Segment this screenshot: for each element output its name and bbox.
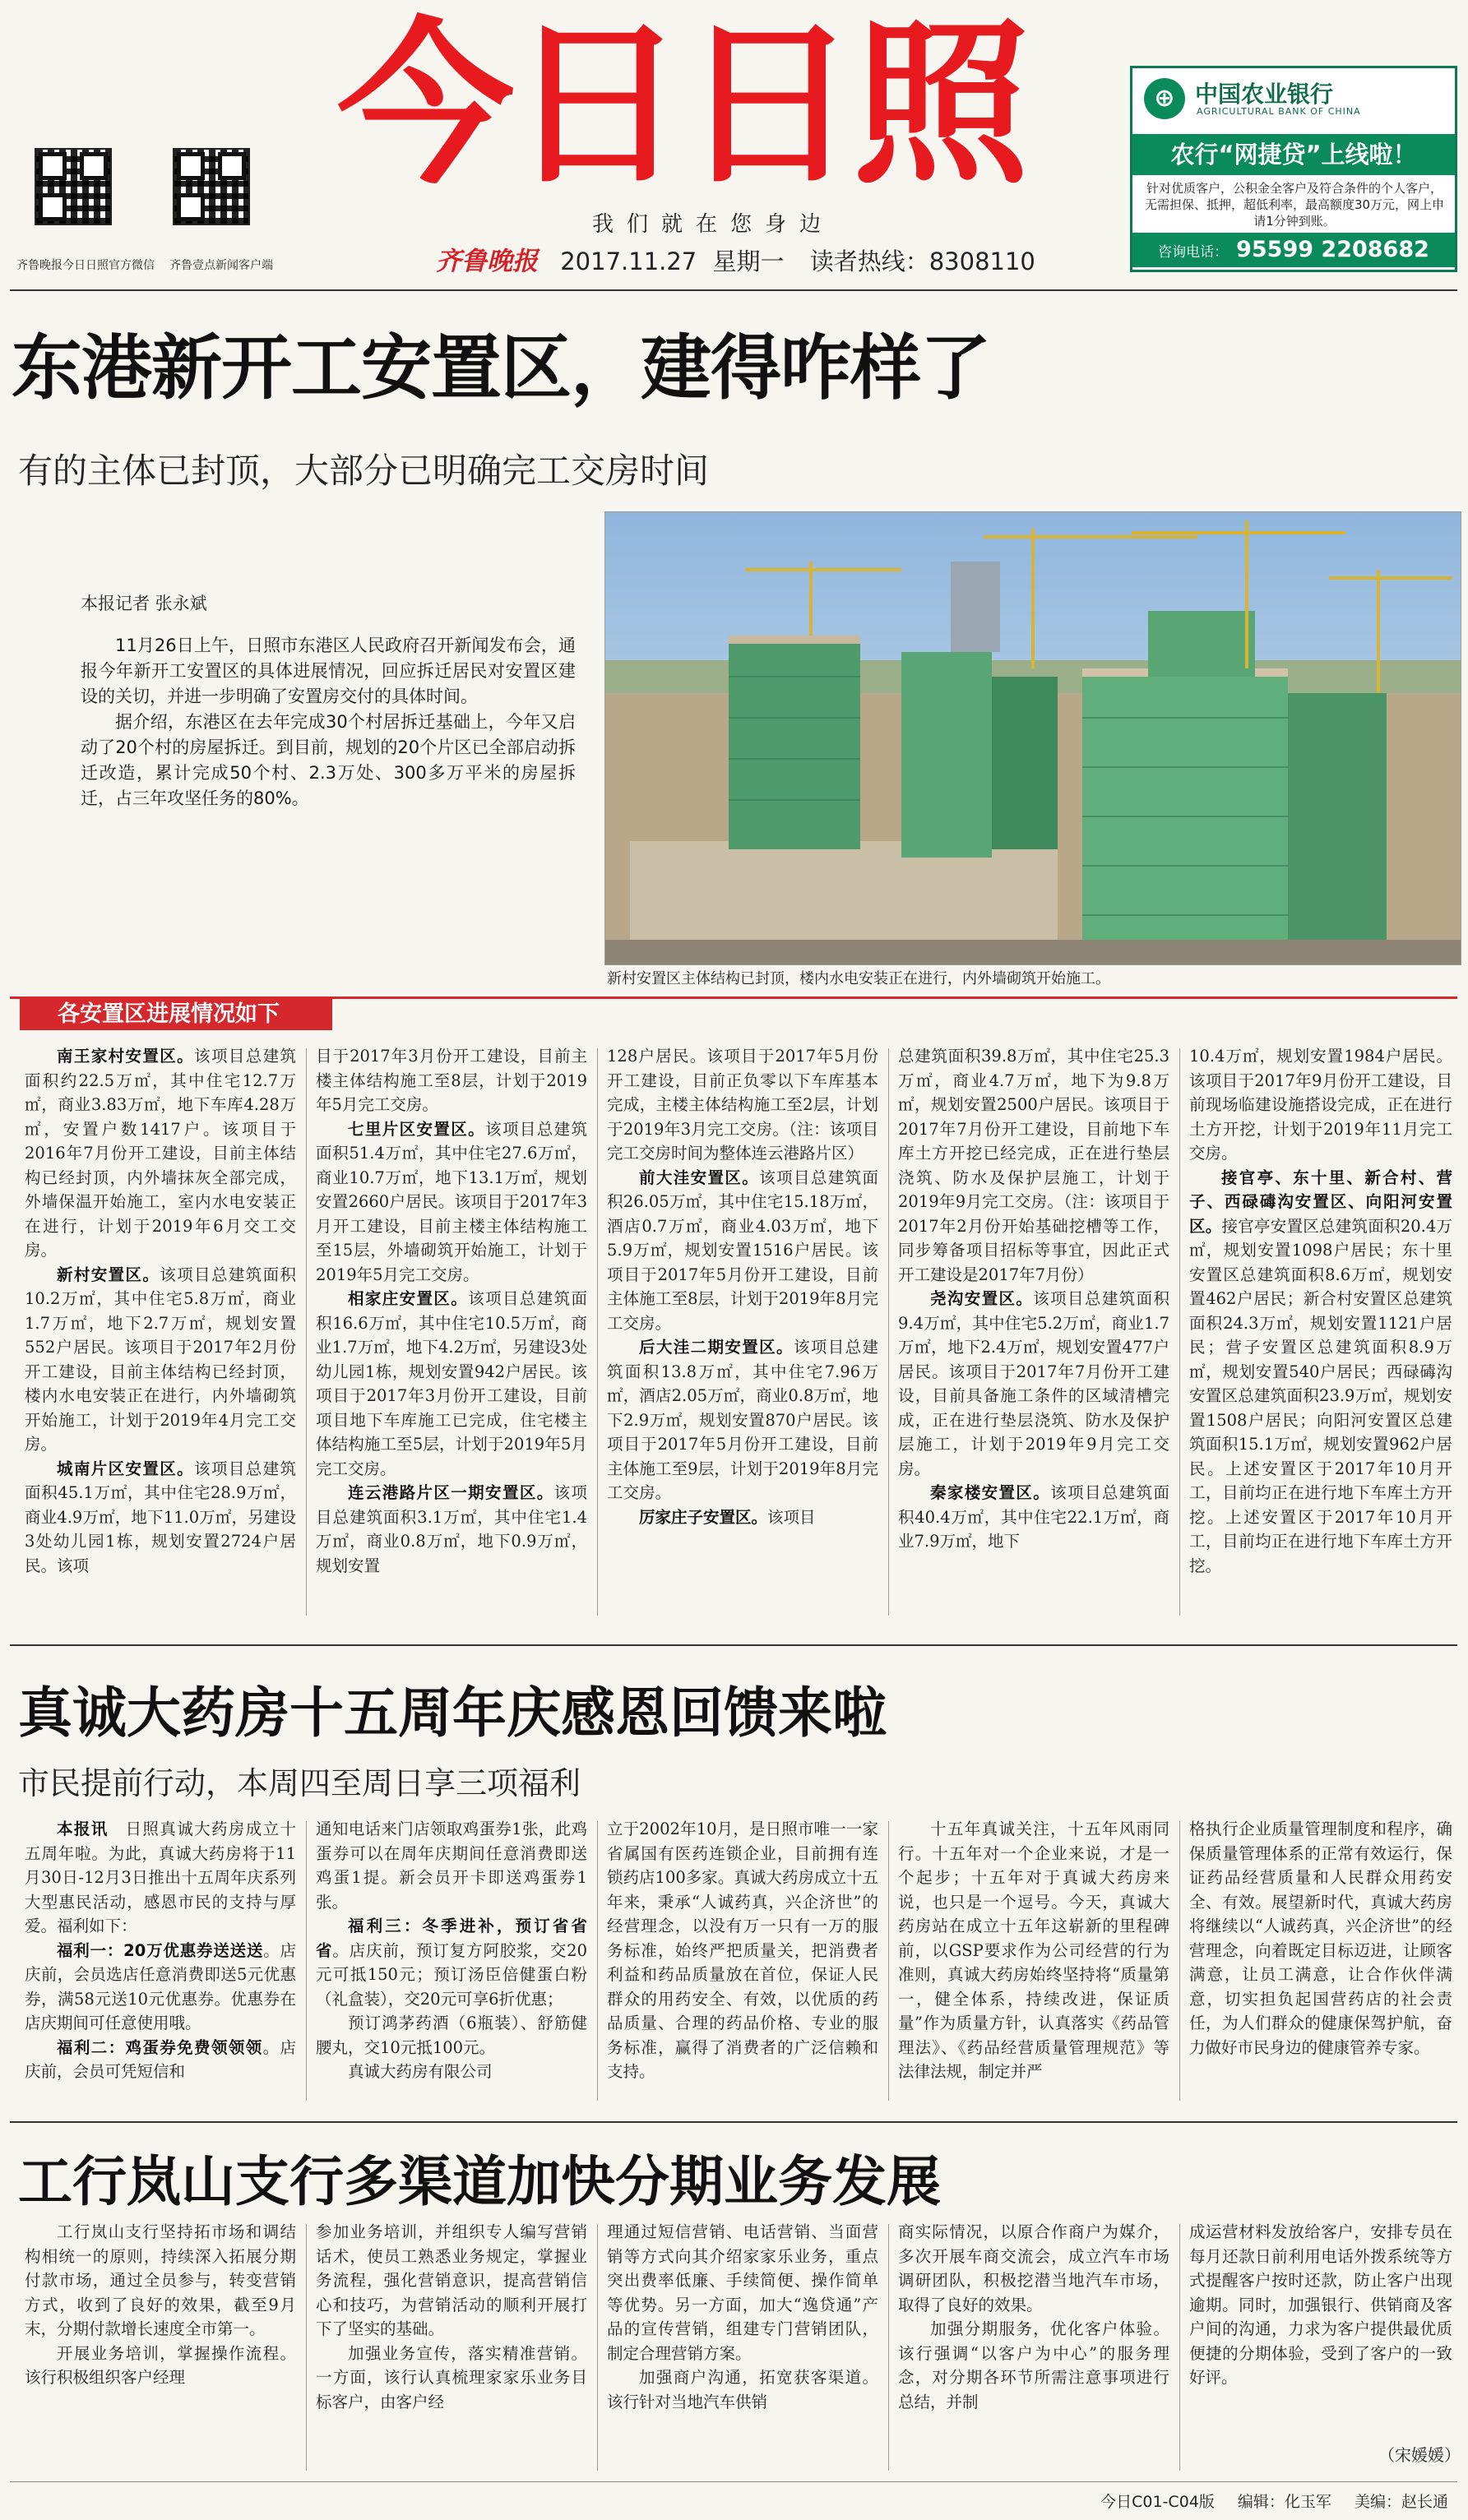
column-rule — [306, 1821, 307, 2101]
story2-subhead: 市民提前行动，本周四至周日享三项福利 — [18, 1765, 581, 1801]
story1-column-4 — [898, 1044, 1169, 1620]
story2-column-1 — [25, 1817, 296, 2105]
story1-column-5 — [1189, 1044, 1452, 1620]
subheading: 新村安置区。 — [57, 1265, 160, 1284]
story2-para: 立于2002年10月，是日照市唯一一家省属国有医药连锁企业，目前拥有连锁药店100多家。真诚大药房成立十五年来，秉承“人诚药真，兴企济世”的经营理念，以没有万一只有一万的服务标准，始终严把质量关，把消费者利益和药品质量放在首位，保证人民群众的用药安全、有效，以优质的药品质量、合理的药品价格、专业的服务标准，赢得了消费者的广泛信赖和支持。 — [607, 1819, 878, 2081]
subheading: 接官亭、东十里、新合村、营子、西碌碡沟安置区、向阳河安置区。 — [1189, 1168, 1452, 1236]
story2-column-4 — [898, 1817, 1169, 2105]
subheading: 前大洼安置区。 — [639, 1168, 760, 1187]
story-divider — [10, 2121, 1457, 2123]
story1-lede — [81, 633, 576, 811]
ad-banner: 农行“网捷贷”上线啦！ — [1132, 134, 1455, 175]
subheading: 后大洼二期安置区。 — [639, 1338, 794, 1357]
section-bar — [10, 996, 1457, 1032]
story2-para: 预订鸿茅药酒（6瓶装）、舒筋健腰丸，交10元抵100元。 — [316, 2014, 587, 2057]
column-rule — [306, 2224, 307, 2471]
story1-photo[interactable] — [604, 511, 1461, 965]
story3-column-1 — [25, 2220, 296, 2475]
para-text: 该项目 — [767, 1507, 816, 1527]
story1-para — [25, 1263, 296, 1457]
story1-para: 10.4万㎡，规划安置1984户居民。该项目于2017年9月份开工建设，目前现场临建设施搭设完成，正在进行土方开挖，计划于2019年11月完工交房。 — [1189, 1047, 1452, 1163]
story3-para: 商实际情况，以原合作商户为媒介，多次开展车商交流会，成立汽车市场调研团队，积极挖潜当地汽车市场，取得了良好的效果。 — [898, 2222, 1169, 2314]
column-rule — [888, 2224, 889, 2471]
story2-para — [25, 2036, 296, 2084]
story1-para — [25, 1044, 296, 1263]
story3-headline[interactable]: 工行岚山支行多渠道加快分期业务发展 — [18, 2150, 941, 2213]
subheading: 福利一：20万优惠券送送送 — [57, 1940, 264, 1960]
subheading: 厉家庄子安置区。 — [639, 1507, 768, 1527]
story3-credit: （宋媛媛） — [1378, 2445, 1461, 2465]
story1-column-1 — [25, 1044, 296, 1620]
story3-para: 加强分期服务，优化客户体验。该行强调“以客户为中心”的服务理念，对分期各环节所需注意事项进行总结，并制 — [898, 2319, 1169, 2411]
column-rule — [597, 2224, 598, 2471]
para-text: 日照真诚大药房成立十五周年啦。为此，真诚大药房将于11月30日-12月3日推出十五周年庆系列大型惠民活动，感恩市民的支持与厚爱。福利如下： — [25, 1819, 296, 1935]
ad-bank-english: AGRICULTURAL BANK OF CHINA — [1197, 106, 1361, 117]
section-tag: 各安置区进展情况如下 — [20, 999, 332, 1030]
story1-para — [898, 1287, 1169, 1481]
qr-code-wechat[interactable] — [35, 148, 112, 225]
story3-para: 理通过短信营销、电话营销、当面营销等方式向其介绍家家乐业务，重点突出费率低廉、手续简便、操作简单等优势。另一方面，加大“逸贷通”产品的宣传营销，组建专门营销团队，制定合理营销方案。 — [607, 2222, 878, 2363]
story2-para — [25, 1939, 296, 2036]
subheading: 福利二：鸡蛋券免费领领领 — [57, 2037, 263, 2057]
page-footer — [1082, 2490, 1448, 2512]
para-text: 。店庆前，会员选店任意消费即送5元优惠券，满58元送10元优惠券。优惠券在店庆期间可任意使用哦。 — [25, 1940, 296, 2032]
para-text: 接官亭安置区总建筑面积20.4万㎡，规划安置1098户居民；东十里安置区总建筑面积8.6万㎡，规划安置462户居民；新合村安置区总建筑面积24.3万㎡，规划安置1121户居民；营子安置区总建筑面积8.9万㎡，规划安置540户居民；西碌碡沟安置区总建筑面积23.9万㎡，规划安置1508户居民；向阳河安置区总建筑面积15.1万㎡，规划安置962户居民。上述安置区于2017年10月开工，目前均正在进行地下车库土方开挖。上述安置区于2017年10月开工，目前均正在进行地下车库土方开挖。 — [1189, 1216, 1452, 1575]
story2-para — [316, 1914, 587, 2011]
footer-rule — [10, 2481, 1457, 2482]
subheading: 城南片区安置区。 — [57, 1459, 195, 1478]
story1-para — [607, 1335, 878, 1505]
story2-headline[interactable]: 真诚大药房十五周年庆感恩回馈来啦 — [18, 1681, 887, 1745]
story1-para: 总建筑面积39.8万㎡，其中住宅25.3万㎡，商业4.7万㎡，地下为9.8万㎡，规划安置2500户居民。该项目于2017年7月份开工建设，目前地下车库土方开挖已经完成，正在进行垫层浇筑、防水及保护层施工，计划于2019年9月完工交房。（注：该项目于2017年2月份开始基础挖槽等工作，同步筹备项目招标等事宜，因此正式开工建设是2017年7月份） — [898, 1047, 1169, 1284]
story2-para — [25, 1817, 296, 1939]
column-rule — [597, 1821, 598, 2101]
footer-editor: 编辑：化玉军 — [1237, 2493, 1331, 2511]
para-text: 该项目总建筑面积51.4万㎡，其中住宅27.6万㎡，商业10.7万㎡，地下13.1万㎡，规划安置2660户居民。该项目于2017年3月开工建设，目前主楼主体结构施工至15层，外墙砌筑开始施工，计划于2019年5月完工交房。 — [316, 1119, 587, 1284]
story-divider — [10, 1644, 1457, 1646]
ad-phone-label: 咨询电话： — [1158, 244, 1229, 261]
ad-phone-number: 95599 2208682 — [1236, 237, 1429, 262]
reader-hotline: 读者热线：8308110 — [809, 247, 1035, 275]
column-rule — [888, 1048, 889, 1616]
paper-name: 齐鲁晚报 — [436, 247, 538, 276]
story3-column-5 — [1189, 2220, 1452, 2442]
masthead-divider — [10, 289, 1457, 291]
story1-para: 目于2017年3月份开工建设，目前主楼主体结构施工至8层，计划于2019年5月完工交房。 — [316, 1047, 587, 1114]
story1-headline[interactable]: 东港新开工安置区，建得咋样了 — [12, 327, 990, 409]
issue-weekday: 星期一 — [712, 247, 785, 275]
column-rule — [306, 1048, 307, 1616]
subheading: 相家庄安置区。 — [348, 1289, 469, 1308]
ad-description: 针对优质客户，公积金全客户及符合条件的个人客户，无需担保、抵押，超低利率，最高额度30万元，网上申请1分钟到账。 — [1144, 181, 1445, 229]
story1-subhead: 有的主体已封顶，大部分已明确完工交房时间 — [18, 451, 710, 491]
dateline-label: 本报讯 — [57, 1819, 109, 1838]
story2-para: 十五年真诚关注，十五年风雨同行。十五年对一个企业来说，才是一个起步；十五年对于真诚大药房来说，也只是一个逗号。今天，真诚大药房站在成立十五年这崭新的里程碑前，以GSP要求作为公司经营的行为准则，真诚大药房始终坚持将“质量第一，健全体系，持续改进，保证质量”作为质量方针，认真落实《药品管理法》、《药品经营质量管理规范》等法律法规，制定并严 — [898, 1819, 1169, 2081]
footer-designer: 美编：赵长通 — [1354, 2493, 1448, 2511]
column-rule — [888, 1821, 889, 2101]
subheading: 福利三：冬季进补，预订省省省 — [316, 1917, 587, 1960]
story1-para — [25, 1457, 296, 1579]
para-text: 该项目总建筑面积3.1万㎡，其中住宅1.4万㎡，商业0.8万㎡，地下0.9万㎡，规划安置 — [316, 1483, 587, 1575]
para-text: 该项目总建筑面积13.8万㎡，其中住宅7.96万㎡，酒店2.05万㎡，商业0.8万㎡，地下2.9万㎡，规划安置870户居民。该项目于2017年5月份开工建设，目前主体施工至9层，计划于2019年8月完工交房。 — [607, 1338, 878, 1502]
story1-byline: 本报记者 张永斌 — [81, 594, 207, 613]
para-text: 该项目总建筑面积26.05万㎡，其中住宅15.18万㎡，酒店0.7万㎡，商业4.03万㎡，地下5.9万㎡，规划安置1516户居民。该项目于2017年5月份开工建设，目前主体施工至8层，计划于2019年8月完工交房。 — [607, 1168, 878, 1333]
abc-logo-icon: ⊕ — [1144, 78, 1185, 119]
story1-para — [316, 1287, 587, 1481]
column-rule — [1179, 1048, 1180, 1616]
para-text: 该项目总建筑面积45.1万㎡，其中住宅28.9万㎡，商业4.9万㎡，地下11.0万㎡，另建设3处幼儿园1栋，规划安置2724户居民。该项 — [25, 1459, 296, 1575]
issue-date: 2017.11.27 — [560, 247, 697, 275]
story2-column-5 — [1189, 1817, 1452, 2105]
story1-lede-p2: 据介绍，东港区在去年完成30个村居拆迁基础上，今年又启动了20个村的房屋拆迁。到目前，规划的20个片区已全部启动拆迁改造，累计完成50个村、2.3万处、300多万平米的房屋拆迁，占三年攻坚任务的80%。 — [81, 712, 576, 808]
story3-column-2 — [316, 2220, 587, 2475]
story1-para — [316, 1481, 587, 1578]
story2-signature: 真诚大药房有限公司 — [348, 2062, 493, 2081]
ad-bank-name: 中国农业银行 — [1195, 81, 1334, 108]
subheading: 南王家村安置区。 — [57, 1047, 195, 1066]
subheading: 连云港路片区一期安置区。 — [348, 1483, 554, 1502]
story2-para: 通知电话来门店领取鸡蛋券1张，此鸡蛋券可以在周年庆期间任意消费即送鸡蛋1提。新会员开卡即送鸡蛋券1张。 — [316, 1819, 587, 1912]
column-rule — [597, 1048, 598, 1616]
bank-ad[interactable] — [1130, 66, 1457, 272]
story3-para: 加强业务宣传，落实精准营销。一方面，该行认真梳理家家乐业务目标客户，由客户经 — [316, 2343, 587, 2411]
footer-edition: 今日C01-C04版 — [1100, 2493, 1215, 2511]
story3-column-4 — [898, 2220, 1169, 2475]
story3-para: 参加业务培训，并组织专人编写营销话术，使员工熟悉业务规定，掌握业务流程，强化营销意识，提高营销信心和技巧，为营销活动的顺利开展打下了坚实的基础。 — [316, 2222, 587, 2338]
subheading: 秦家楼安置区。 — [930, 1483, 1051, 1502]
qr-caption-app: 齐鲁壹点新闻客户端 — [169, 259, 273, 272]
story1-photo-caption: 新村安置区主体结构已封顶，楼内水电安装正在进行，内外墙砌筑开始施工。 — [607, 970, 1110, 987]
column-rule — [1179, 2224, 1180, 2471]
masthead-slogan: 我们就在您身边 — [592, 212, 835, 237]
para-text: 。店庆前，预订复方阿胶浆，交20元可抵150元；预订汤臣倍健蛋白粉（礼盒装），交20元可享6折优惠； — [316, 1940, 587, 2009]
story1-column-3 — [607, 1044, 878, 1620]
story3-para: 加强商户沟通，拓宽获客渠道。该行针对当地汽车供销 — [607, 2368, 878, 2411]
para-text: 该项目总建筑面积16.6万㎡，其中住宅10.5万㎡，商业1.7万㎡，地下4.2万㎡，另建设3处幼儿园1栋，规划安置942户居民。该项目于2017年3月份开工建设，目前项目地下车库施工已完成，住宅楼主体结构施工至5层，计划于2019年5月完工交房。 — [316, 1289, 587, 1478]
para-text: 该项目总建筑面积约22.5万㎡，其中住宅12.7万㎡，商业3.83万㎡，地下车库4.28万㎡，安置户数1417户。该项目于2016年7月份开工建设，目前主体结构已经封顶，内外墙抹灰全部完成，外墙保温开始施工，室内水电安装正在进行，计划于2019年6月交工交房。 — [25, 1047, 296, 1260]
dateline — [436, 240, 1035, 277]
story3-para: 工行岚山支行坚持拓市场和调结构相统一的原则，持续深入拓展分期付款市场，通过全员参与，转变营销方式，收到了良好的效果，截至9月末，分期付款增长速度全市第一。 — [25, 2222, 296, 2338]
column-rule — [1179, 1821, 1180, 2101]
story1-para — [607, 1505, 878, 1530]
para-text: 。店庆前，会员可凭短信和 — [25, 2037, 296, 2081]
story1-para — [316, 1117, 587, 1288]
qr-caption-wechat: 齐鲁晚报今日日照官方微信 — [16, 259, 155, 272]
construction-photo — [605, 512, 1461, 964]
story2-para: 格执行企业质量管理制度和程序，确保质量管理体系的正常有效运行，保证药品经营质量和人民群众用药安全、有效。展望新时代，真诚大药房将继续以“人诚药真，兴企济世”的经营理念，向着既定目标迈进，让顾客满意，让员工满意，让合作伙伴满意，切实担负起国营药店的社会责任，为人们群众的健康保驾护航，奋力做好市民身边的健康管养专家。 — [1189, 1819, 1452, 2057]
story3-para: 成运营材料发放给客户，安排专员在每月还款日前利用电话外拨系统等方式提醒客户按时还款，防止客户出现逾期。同时，加强银行、供销商及客户间的沟通，力求为客户提供最优质便捷的分期体验，受到了客户的一致好评。 — [1189, 2222, 1452, 2387]
story3-para: 开展业务培训，掌握操作流程。该行积极组织客户经理 — [25, 2343, 296, 2387]
story1-para — [607, 1166, 878, 1336]
ad-phone-bar — [1132, 233, 1455, 267]
qr-code-app[interactable] — [173, 148, 250, 225]
para-text: 该项目总建筑面积10.2万㎡，其中住宅5.8万㎡，商业1.7万㎡，地下2.7万㎡，规划安置552户居民。该项目于2017年2月份开工建设，目前主体结构已经封顶，楼内水电安装正在进行，内外墙砌筑开始施工，计划于2019年4月完工交房。 — [25, 1265, 296, 1454]
story1-lede-p1: 11月26日上午，日照市东港区人民政府召开新闻发布会，通报今年新开工安置区的具体进展情况，回应拆迁居民对安置区建设的关切，并进一步明确了安置房交付的具体时间。 — [81, 636, 576, 706]
story1-para: 128户居民。该项目于2017年5月份开工建设，目前正负零以下车库基本完成，主楼主体结构施工至2层，计划于2019年3月完工交房。（注：该项目完工交房时间为整体连云港路片区） — [607, 1047, 878, 1163]
story2-column-3 — [607, 1817, 878, 2105]
story1-para — [898, 1481, 1169, 1554]
para-text: 该项目总建筑面积9.4万㎡，其中住宅5.2万㎡，商业1.7万㎡，地下2.4万㎡，规划安置477户居民。该项目于2017年7月份开工建设，目前具备施工条件的区域清槽完成，正在进行垫层浇筑、防水及保护层施工，计划于2019年9月完工交房。 — [898, 1289, 1169, 1478]
para-text: 该项目总建筑面积40.4万㎡，其中住宅22.1万㎡，商业7.9万㎡，地下 — [898, 1483, 1169, 1551]
masthead-title: 今日日照 — [337, 2, 1025, 208]
story1-para — [1189, 1166, 1452, 1579]
subheading: 尧沟安置区。 — [930, 1289, 1034, 1308]
story2-column-2 — [316, 1817, 587, 2105]
subheading: 七里片区安置区。 — [348, 1119, 486, 1139]
story1-column-2 — [316, 1044, 587, 1620]
story3-column-3 — [607, 2220, 878, 2475]
